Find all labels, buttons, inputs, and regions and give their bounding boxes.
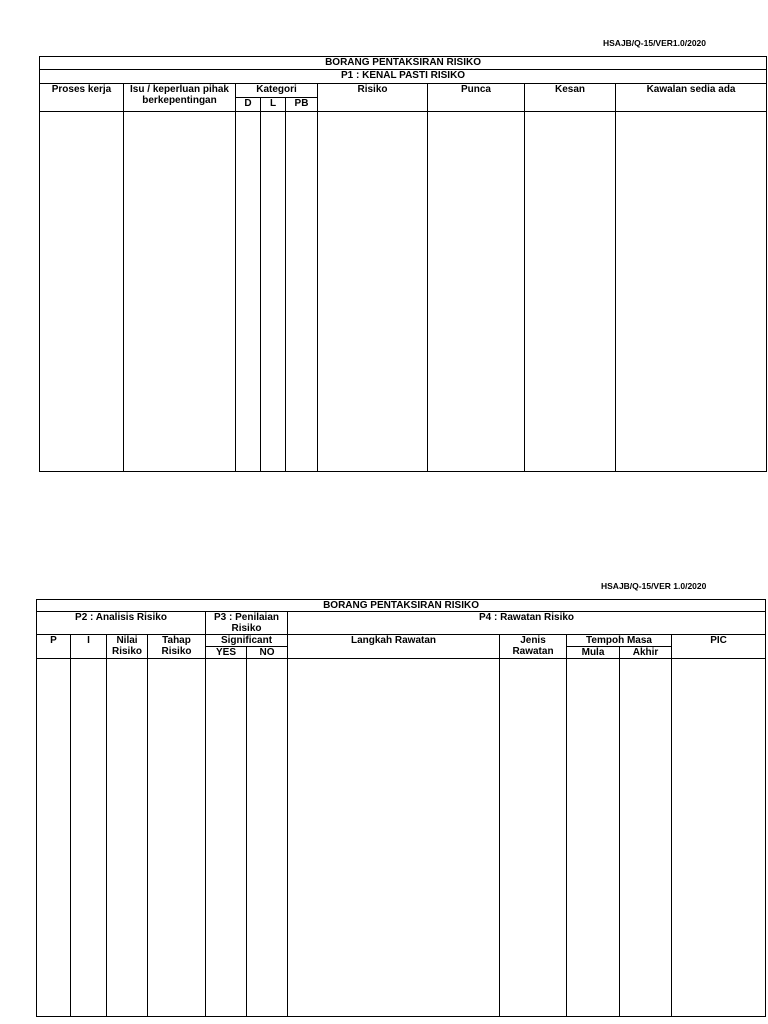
entry-kategori-d[interactable]	[236, 112, 261, 472]
header-isu-keperluan: Isu / keperluan pihak berkepentingan	[124, 84, 236, 112]
header-mula: Mula	[567, 647, 620, 659]
header-kawalan-sedia-ada: Kawalan sedia ada	[616, 84, 767, 112]
header-no: NO	[247, 647, 288, 659]
doc-code-form1: HSAJB/Q-15/VER1.0/2020	[603, 38, 706, 48]
section-title-p3: P3 : Penilaian Risiko	[206, 612, 288, 635]
entry-pic[interactable]	[672, 659, 766, 1017]
header-nilai-risiko: Nilai Risiko	[107, 635, 148, 659]
entry-isu-keperluan[interactable]	[124, 112, 236, 472]
risk-identification-table	[39, 56, 767, 472]
header-tempoh-masa: Tempoh Masa	[567, 635, 672, 647]
entry-jenis-rawatan[interactable]	[500, 659, 567, 1017]
header-risiko: Risiko	[318, 84, 428, 112]
header-kategori-d: D	[236, 98, 261, 112]
entry-i[interactable]	[71, 659, 107, 1017]
entry-risiko[interactable]	[318, 112, 428, 472]
entry-kategori-l[interactable]	[261, 112, 286, 472]
header-kategori: Kategori	[236, 84, 318, 98]
header-i: I	[71, 635, 107, 659]
header-yes: YES	[206, 647, 247, 659]
section-title-p1: P1 : KENAL PASTI RISIKO	[40, 70, 767, 84]
entry-tahap-risiko[interactable]	[148, 659, 206, 1017]
risk-analysis-treatment-table	[36, 599, 766, 1017]
entry-kesan[interactable]	[525, 112, 616, 472]
entry-significant-yes[interactable]	[206, 659, 247, 1017]
header-punca: Punca	[428, 84, 525, 112]
entry-punca[interactable]	[428, 112, 525, 472]
entry-kategori-pb[interactable]	[286, 112, 318, 472]
entry-nilai-risiko[interactable]	[107, 659, 148, 1017]
form-title: BORANG PENTAKSIRAN RISIKO	[37, 600, 766, 612]
entry-proses-kerja[interactable]	[40, 112, 124, 472]
header-proses-kerja: Proses kerja	[40, 84, 124, 112]
header-akhir: Akhir	[620, 647, 672, 659]
entry-tempoh-akhir[interactable]	[620, 659, 672, 1017]
header-kategori-l: L	[261, 98, 286, 112]
header-langkah-rawatan: Langkah Rawatan	[288, 635, 500, 659]
entry-langkah-rawatan[interactable]	[288, 659, 500, 1017]
section-title-p2: P2 : Analisis Risiko	[37, 612, 206, 635]
entry-kawalan-sedia-ada[interactable]	[616, 112, 767, 472]
header-kesan: Kesan	[525, 84, 616, 112]
section-title-p4: P4 : Rawatan Risiko	[288, 612, 766, 635]
header-tahap-risiko: Tahap Risiko	[148, 635, 206, 659]
header-jenis-rawatan: Jenis Rawatan	[500, 635, 567, 659]
entry-significant-no[interactable]	[247, 659, 288, 1017]
entry-p[interactable]	[37, 659, 71, 1017]
header-pic: PIC	[672, 635, 766, 659]
header-kategori-pb: PB	[286, 98, 318, 112]
entry-tempoh-mula[interactable]	[567, 659, 620, 1017]
header-significant: Significant	[206, 635, 288, 647]
doc-code-form2: HSAJB/Q-15/VER 1.0/2020	[601, 581, 707, 591]
header-p: P	[37, 635, 71, 659]
form-title: BORANG PENTAKSIRAN RISIKO	[40, 57, 767, 70]
